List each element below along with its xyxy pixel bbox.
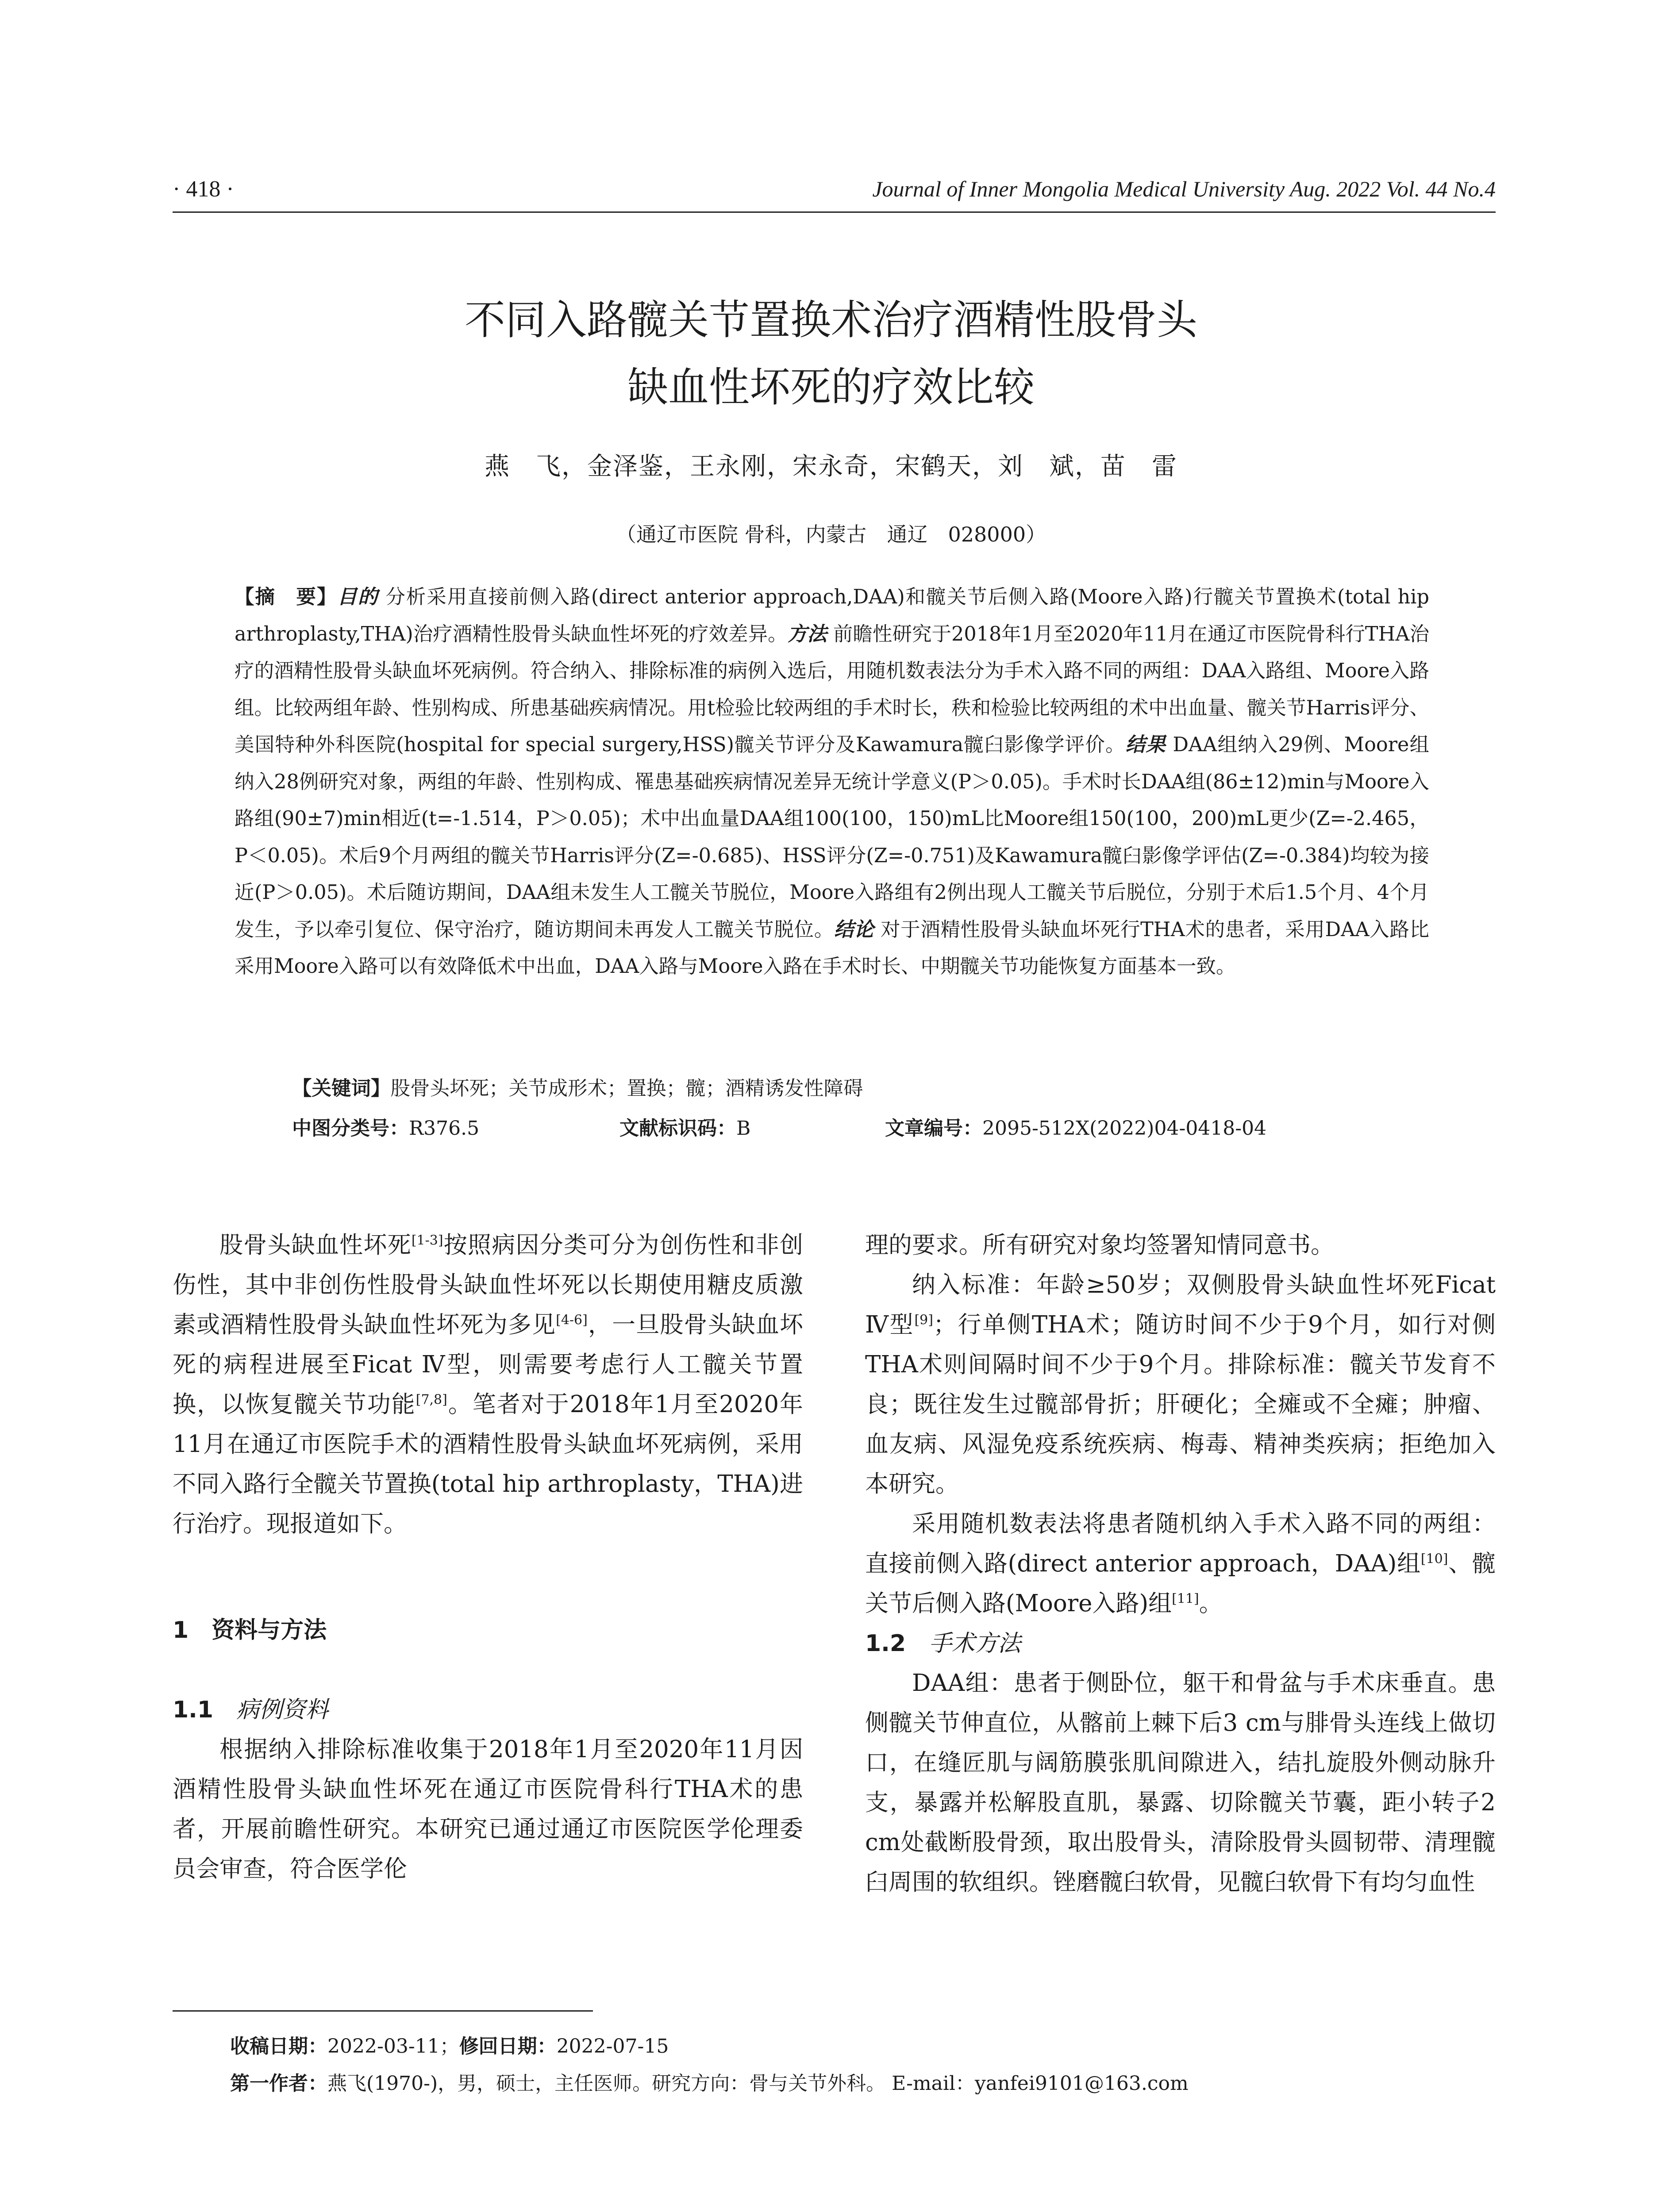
clc-value: R376.5 (409, 1117, 480, 1140)
cases-paragraph: 根据纳入排除标准收集于2018年1月至2020年11月因酒精性股骨头缺血性坏死在通辽市医院骨科行THA术的患者，开展前瞻性研究。本研究已通过通辽市医院医学伦理委员会审查，符合医学伦 (173, 1736, 803, 1882)
subsection-number: 1.2 (865, 1630, 906, 1657)
intro-text-d: 。笔者对于2018年1月至2020年11月在通辽市医院手术的酒精性股骨头缺血坏死病例，采用不同入路行全髋关节置换(total hip arthroplasty，THA)进行治疗。现报道如下。 (173, 1391, 804, 1537)
document-code (619, 1112, 750, 1141)
citation-ref: [10] (1420, 1551, 1448, 1567)
intro-text-b: 按照病因分类可分为创伤性和非创伤性，其中非创伤性股骨头缺血性坏死以长期使用糖皮质激素或酒精性股骨头缺血性坏死为多见 (173, 1232, 804, 1338)
inclusion-text-a: 纳入标准：年龄≥50岁；双侧股骨头缺血性坏死Ficat Ⅳ型 (865, 1271, 1496, 1338)
results-text: DAA组纳入29例、Moore组纳入28例研究对象，两组的年龄、性别构成、罹患基础疾病情况差异无统计学意义(P＞0.05)。手术时长DAA组(86±12)min与Moore入路组(90±7)min相近(t=-1.514，P＞0.05)；术中出血量DAA组100(100，150)mL比Moore组150(100，200)mL更少(Z=-2.465，P＜0.05)。术后9个月两组的髋关节Harris评分(Z=-0.685)、HSS评分(Z=-0.751)及Kawamura髋臼影像学评估(Z=-0.384)均较为接近(P＞0.05)。术后随访期间，DAA组未发生人工髋关节脱位，Moore入路组有2例出现人工髋关节后脱位，分别于术后1.5个月、4个月发生，予以牵引复位、保守治疗，随访期间未再发人工髋关节脱位。 (235, 733, 1429, 941)
received-label: 收稿日期： (230, 2035, 327, 2058)
received-date: 2022-03-11； (327, 2035, 459, 2058)
subsection-heading-1-2 (865, 1624, 1496, 1663)
citation-ref: [7,8] (416, 1392, 447, 1408)
running-header (173, 176, 1496, 211)
objective-label: 目的 (337, 585, 379, 608)
page-number: · 418 · (173, 177, 234, 202)
classification-line (292, 1112, 1429, 1143)
intro-paragraph (173, 1225, 803, 1544)
revised-label: 修回日期： (459, 2035, 557, 2058)
conclusion-label: 结论 (834, 918, 874, 941)
footnotes (230, 2028, 1496, 2102)
keywords-label: 【关键词】 (292, 1077, 391, 1100)
title-line-2: 缺血性坏死的疗效比较 (627, 364, 1035, 411)
revised-date: 2022-07-15 (556, 2035, 669, 2058)
article-label: 文章编号： (885, 1117, 982, 1140)
article-title (0, 287, 1662, 421)
keywords (292, 1072, 1429, 1101)
article-number (885, 1112, 1266, 1141)
author-list: 燕 飞，金泽鉴，王永刚，宋永奇，宋鹤天，刘 斌，苗 雷 (485, 452, 1177, 481)
citation-ref: [9] (914, 1312, 933, 1328)
footnote-divider (173, 2010, 593, 2012)
clc-code (292, 1112, 479, 1141)
results-label: 结果 (1125, 733, 1166, 756)
intro-text-c: ，一旦股骨头缺血坏死的病程进展至Ficat Ⅳ型，则需要考虑行人工髋关节置换，以恢复髋关节功能 (173, 1311, 804, 1418)
clc-label: 中图分类号： (292, 1117, 409, 1140)
title-line-1: 不同入路髋关节置换术治疗酒精性股骨头 (464, 296, 1197, 344)
body-column-right (865, 1225, 1496, 1902)
methods-text: 前瞻性研究于2018年1月至2020年11月在通辽市医院骨科行THA治疗的酒精性股骨头缺血坏死病例。符合纳入、排除标准的病例入选后，用随机数表法分为手术入路不同的两组：DAA入路组、Moore入路组。比较两组年龄、性别构成、所患基础疾病情况。用t检验比较两组的手术时长，秩和检验比较两组的术中出血量、髋关节Harris评分、美国特种外科医院(hospital for special surgery,HSS)髋关节评分及Kawamura髋臼影像学评价。 (235, 622, 1429, 756)
daa-procedure-paragraph: DAA组：患者于侧卧位，躯干和骨盆与手术床垂直。患侧髋关节伸直位，从髂前上棘下后3 cm与腓骨头连线上做切口，在缝匠肌与阔筋膜张肌间隙进入，结扎旋股外侧动脉升支，暴露并松解股直肌，暴露、切除髋关节囊，距小转子2 cm处截断股骨颈，取出股骨头，清除股骨头圆韧带、清理髋臼周围的软组织。锉磨髋臼软骨，见髋臼软骨下有均匀血性 (865, 1670, 1496, 1896)
randomization-paragraph (865, 1504, 1496, 1624)
article-value: 2095-512X(2022)04-0418-04 (982, 1117, 1267, 1140)
first-author-label: 第一作者： (230, 2072, 327, 2095)
subsection-heading-1-1 (173, 1690, 803, 1730)
intro-text-a: 股骨头缺血性坏死 (219, 1232, 412, 1259)
randomization-text-a: 采用随机数表法将患者随机纳入手术入路不同的两组：直接前侧入路(direct anterior approach，DAA)组 (865, 1510, 1496, 1577)
keywords-text: 股骨头坏死；关节成形术；置换；髋；酒精诱发性障碍 (390, 1077, 863, 1100)
subsection-name: 手术方法 (929, 1630, 1021, 1657)
citation-ref: [4-6] (556, 1312, 588, 1328)
conclusion-text: 对于酒精性股骨头缺血坏死行THA术的患者，采用DAA入路比采用Moore入路可以有效降低术中出血，DAA入路与Moore入路在手术时长、中期髋关节功能恢复方面基本一致。 (235, 918, 1429, 978)
inclusion-paragraph (865, 1265, 1496, 1504)
section-heading-1: 1 资料与方法 (173, 1617, 327, 1644)
doc-value: B (736, 1117, 751, 1140)
author-footnote (230, 2065, 1496, 2102)
affiliation: （通辽市医院 骨科，内蒙古 通辽 028000） (616, 522, 1046, 546)
subsection-number: 1.1 (173, 1697, 214, 1723)
first-author-info: 燕飞(1970-)，男，硕士，主任医师。研究方向：骨与关节外科。 E-mail：yanfei9101@163.com (327, 2072, 1189, 2095)
citation-ref: [11] (1172, 1591, 1199, 1607)
dates-footnote (230, 2028, 1496, 2065)
methods-label: 方法 (787, 622, 827, 645)
citation-ref: [1-3] (411, 1233, 443, 1248)
doc-label: 文献标识码： (619, 1117, 736, 1140)
inclusion-text-b: ；行单侧THA术；随访时间不少于9个月，如行对侧THA术则间隔时间不少于9个月。排除标准：髋关节发育不良；既往发生过髋部骨折；肝硬化；全瘫或不全瘫；肿瘤、血友病、风湿免疫系统疾病、梅毒、精神类疾病；拒绝加入本研究。 (865, 1311, 1496, 1498)
objective-text: 分析采用直接前侧入路(direct anterior approach,DAA)和髋关节后侧入路(Moore入路)行髋关节置换术(total hip arthroplasty,THA)治疗酒精性股骨头缺血性坏死的疗效差异。 (235, 586, 1429, 645)
cases-paragraph-continued: 理的要求。所有研究对象均签署知情同意书。 (865, 1232, 1334, 1259)
subsection-name: 病例资料 (236, 1697, 329, 1723)
abstract (235, 579, 1429, 985)
header-divider (173, 211, 1496, 213)
randomization-text-c: 。 (1199, 1590, 1223, 1617)
randomization-text-b: 、髋关节后侧入路(Moore入路)组 (865, 1550, 1496, 1617)
journal-citation: Journal of Inner Mongolia Medical University Aug. 2022 Vol. 44 No.4 (872, 177, 1496, 201)
body-column-left (173, 1225, 803, 1889)
abstract-label: 【摘 要】 (235, 586, 338, 608)
